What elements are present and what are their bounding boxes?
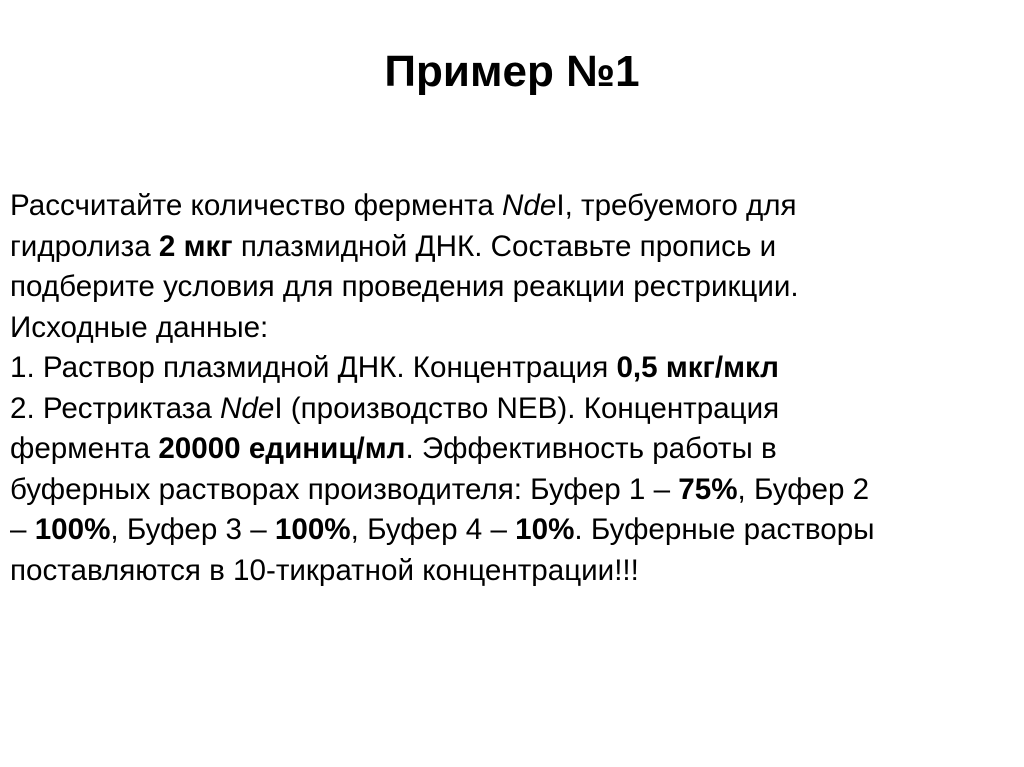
body-text: буферных растворах производителя: Буфер 1 – (10, 472, 679, 506)
body-text: , Буфер 2 (737, 472, 870, 506)
body-text-bold: 0,5 мкг/мкл (616, 351, 779, 384)
body-line (10, 227, 1015, 268)
body-text: 2. Рестриктаза (10, 391, 221, 425)
body-text: подберите условия для проведения реакции рестрикции. (10, 270, 799, 303)
body-text: 1. Раствор плазмидной ДНК. Концентрация (10, 351, 617, 384)
body-line (10, 551, 1015, 592)
body-text: , Буфер 4 – (350, 513, 516, 546)
body-text: Исходные данные: (10, 310, 269, 344)
body-text: . Буферные растворы (574, 513, 875, 546)
body-text: . Эффективность работы в (405, 432, 777, 465)
body-line (10, 429, 1015, 470)
body-line (10, 389, 1015, 430)
body-line (10, 308, 1015, 349)
body-text-bold: 10% (515, 513, 575, 546)
slide-title: Пример №1 (384, 47, 640, 96)
body-text: I (производство NEB). Концентрация (274, 391, 780, 425)
body-text: Рассчитайте количество фермента (10, 189, 503, 222)
body-text-bold: 75% (678, 472, 738, 506)
body-text-bold: 2 мкг (158, 229, 233, 263)
body-text: – (10, 513, 35, 546)
body-line (10, 267, 1015, 308)
body-text-bold: 100% (274, 513, 351, 546)
body-text: фермента (10, 432, 159, 465)
body-line (10, 510, 1015, 551)
body-text-bold: 100% (34, 513, 111, 546)
body-text-bold: 20000 единиц/мл (158, 432, 406, 465)
body-text: гидролиза (10, 229, 159, 263)
body-line (10, 186, 1015, 227)
body-line (10, 348, 1015, 389)
body-text: плазмидной ДНК. Составьте пропись и (232, 229, 777, 263)
body-line (10, 470, 1015, 511)
body-text: I, требуемого для (556, 189, 797, 222)
body-text: , Буфер 3 – (110, 513, 275, 546)
body-text-italic: Nde (220, 391, 275, 425)
slide-body (10, 186, 1015, 591)
body-text: поставляются в 10-тикратной концентрации!!! (10, 553, 639, 587)
body-text-italic: Nde (502, 189, 557, 222)
